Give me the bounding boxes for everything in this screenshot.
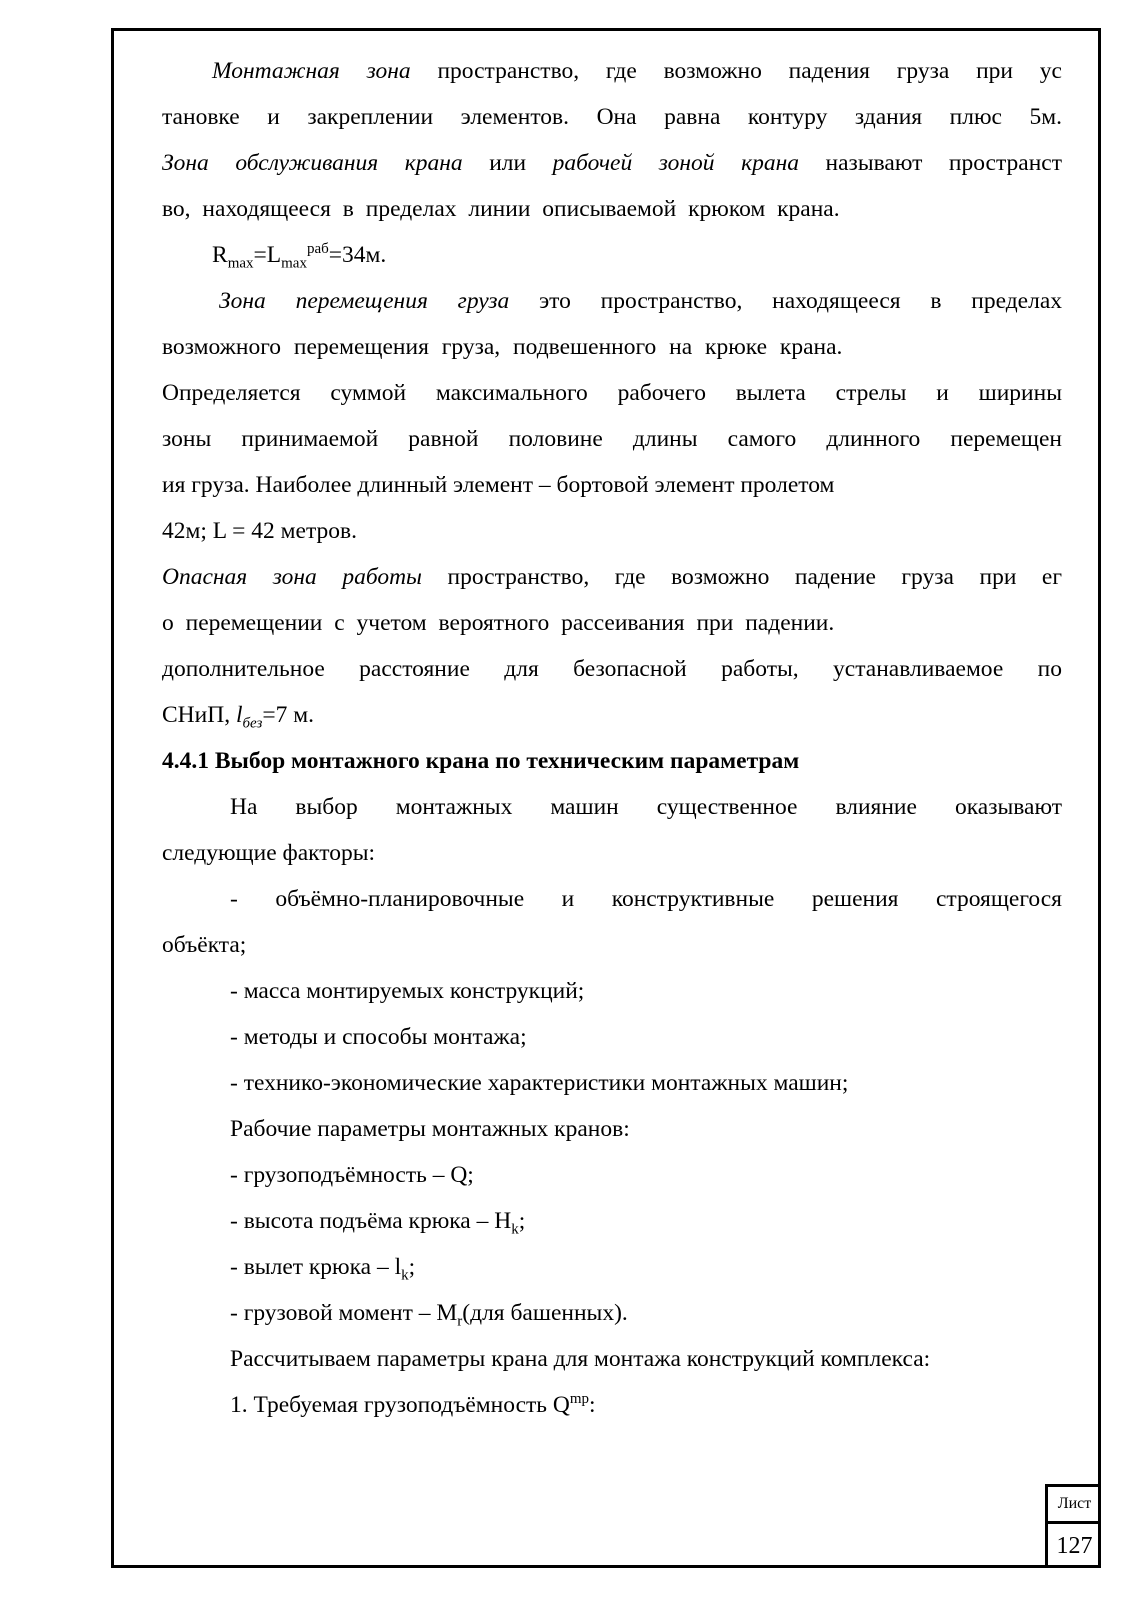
formula-rmax: $R_{max}=L_{max}^{раб}=34м$. [212,241,387,272]
term-cargo-zone: Зона перемещения груза [219,288,510,314]
paragraph-choice-line2: следующие факторы: [162,840,376,866]
sheet-stamp [1045,1484,1101,1568]
term-work-zone: рабочей зоной крана [552,150,799,176]
calc-item-1: 1. Требуемая грузоподъёмность $Q^{mp}$: [230,1391,596,1418]
paragraph-danger-zone-line2: о перемещении с учетом вероятного рассеивания при падении. [162,610,835,636]
term-danger-zone: Опасная зона работы [162,564,422,590]
list-item-factor: - методы и способы монтажа; [230,1024,527,1050]
paragraph-service-zone-line2: во, находящееся в пределах линии описываемой крюком крана. [162,196,840,222]
section-heading: 4.4.1 Выбор монтажного крана по техническим параметрам [162,748,800,774]
list-item-param-m: - грузовой момент – $M_r(для$ башенных). [230,1300,628,1330]
list-item-factor: - масса монтируемых конструкций; [230,978,585,1004]
paragraph-cargo-zone-line5: ия груза. Наиболее длинный элемент – бортовой элемент пролетом [162,472,835,498]
paragraph-danger-zone-line3: дополнительное расстояние для безопасной работы, устанавливаемое по [162,656,1062,682]
sheet-number: 127 [1056,1533,1093,1559]
paragraph-montage-zone: Монтажная зона пространство, где возможно падения груза при ус [212,58,1062,84]
list-item-param-q: - грузоподъёмность – Q; [230,1162,474,1188]
document-body [162,48,1062,1428]
paragraph-danger-zone: Опасная зона работы пространство, где возможно падение груза при ег [162,564,1062,590]
paragraph-cargo-zone-line3: Определяется суммой максимального рабочего вылета стрелы и ширины [162,380,1062,406]
paragraph-service-zone: Зона обслуживания крана или рабочей зоной крана называют пространст [162,150,1062,176]
list-item-param-l: - вылет крюка – $l_k$; [230,1254,416,1284]
list-item-param-h: - высота подъёма крюка – $H_k$; [230,1208,526,1238]
paragraph-cargo-zone-line2: возможного перемещения груза, подвешенного на крюке крана. [162,334,843,360]
paragraph-montage-zone-line2: тановке и закреплении элементов. Она равна контуру здания плюс 5м. [162,104,1062,130]
calc-intro: Рассчитываем параметры крана для монтажа конструкций комплекса: [230,1346,931,1372]
sheet-label: Лист [1048,1487,1101,1524]
list-item-factor: - технико-экономические характеристики монтажных машин; [230,1070,849,1096]
paragraph-danger-zone-line4: СНиП, $l_{без}=7$ м. [162,702,314,732]
params-title: Рабочие параметры монтажных кранов: [230,1116,630,1142]
list-item-planning-line2: объёкта; [162,932,247,958]
paragraph-choice-line1: На выбор монтажных машин существенное влияние оказывают [230,794,1062,820]
term-service-zone: Зона обслуживания крана [162,150,463,176]
list-item-planning: - объёмно-планировочные и конструктивные решения строящегося [230,886,1062,912]
paragraph-cargo-zone: Зона перемещения груза это пространство, находящееся в пределах [219,288,1063,314]
term-montage-zone: Монтажная зона [212,58,411,84]
paragraph-cargo-zone-line4: зоны принимаемой равной половине длины самого длинного перемещен [162,426,1062,452]
paragraph-cargo-zone-line6: 42м; L = 42 метров. [162,518,357,544]
